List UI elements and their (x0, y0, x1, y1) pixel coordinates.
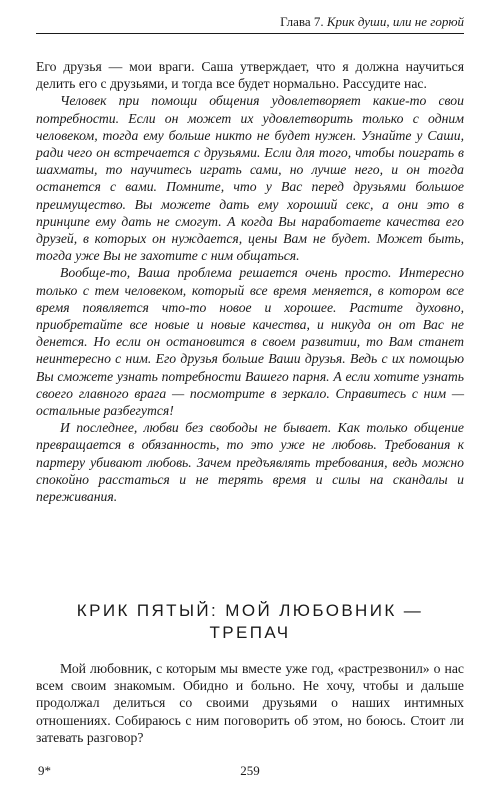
paragraph-answer-1: Человек при помощи общения удовлетворяет какие-то свои потребности. Если он может их удовлетворить только с одним человеком, тогда ему больше никто не будет нужен. Узнайте у Саши, ради чего он встречается с друзьями. Если для того, чтобы поиграть в шахматы, то научитесь играть сами, но лучше него, и он тогда останется с вами. Помните, что у Вас перед друзьями большое преимущество. Вы можете дать ему хороший секс, а они это в принципе ему дать не смогут. А когда Вы наработаете качества его друзей, в которых он нуждается, цены Вам не будет. Может быть, тогда уже Вы не захотите с ним общаться. (36, 93, 464, 264)
running-head (36, 14, 464, 34)
paragraph-question: Его друзья — мои враги. Саша утверждает, что я должна научиться делить его с друзьями, и тогда все будет нормально. Рассудите нас. (36, 59, 464, 92)
section-body (36, 660, 464, 746)
page-number: 259 (240, 763, 260, 778)
page-footer (36, 763, 464, 781)
chapter-label: Глава 7. (280, 14, 324, 29)
paragraph-answer-3: И последнее, любви без свободы не бывает. Как только общение превращается в обязанность, то это уже не любовь. Требования к партеру убивают любовь. Зачем предъявлять требования, ведь можно спокойно расстаться и не терять время и силы на скандалы и переживания. (36, 420, 464, 505)
chapter-title: Крик души, или не горюй (326, 14, 464, 29)
section-heading-line-1: КРИК ПЯТЫЙ: МОЙ ЛЮБОВНИК — (76, 601, 424, 620)
signature-mark: 9* (38, 763, 51, 778)
section-paragraph: Мой любовник, с которым мы вместе уже год, «растрезвонил» о нас всем своим знакомым. Обидно и больно. Не хочу, чтобы и дальше продолжал делиться со своими друзьями о наших интимных отношениях. Собираюсь с ним поговорить об этом, но боюсь. Стоит ли затевать разговор? (36, 661, 464, 745)
paragraph-answer-2: Вообще-то, Ваша проблема решается очень просто. Интересно только с тем человеком, который все время меняется, в котором все время появляется что-то новое и хорошее. Растите духовно, приобретайте все новые и новые качества, и никуда он от Вас не денется. Но если он остановится в своем развитии, то Вам станет неинтересно с ним. Его друзья больше Ваши друзья. Ведь с их помощью Вы сможете узнать потребности Вашего парня. А если хотите узнать своего главного врага — посмотрите в зеркало. Справитесь с ним — остальные разбегутся! (36, 265, 464, 419)
main-text (36, 58, 464, 505)
section-heading-line-2: ТРЕПАЧ (209, 623, 291, 642)
section-heading (36, 600, 464, 644)
